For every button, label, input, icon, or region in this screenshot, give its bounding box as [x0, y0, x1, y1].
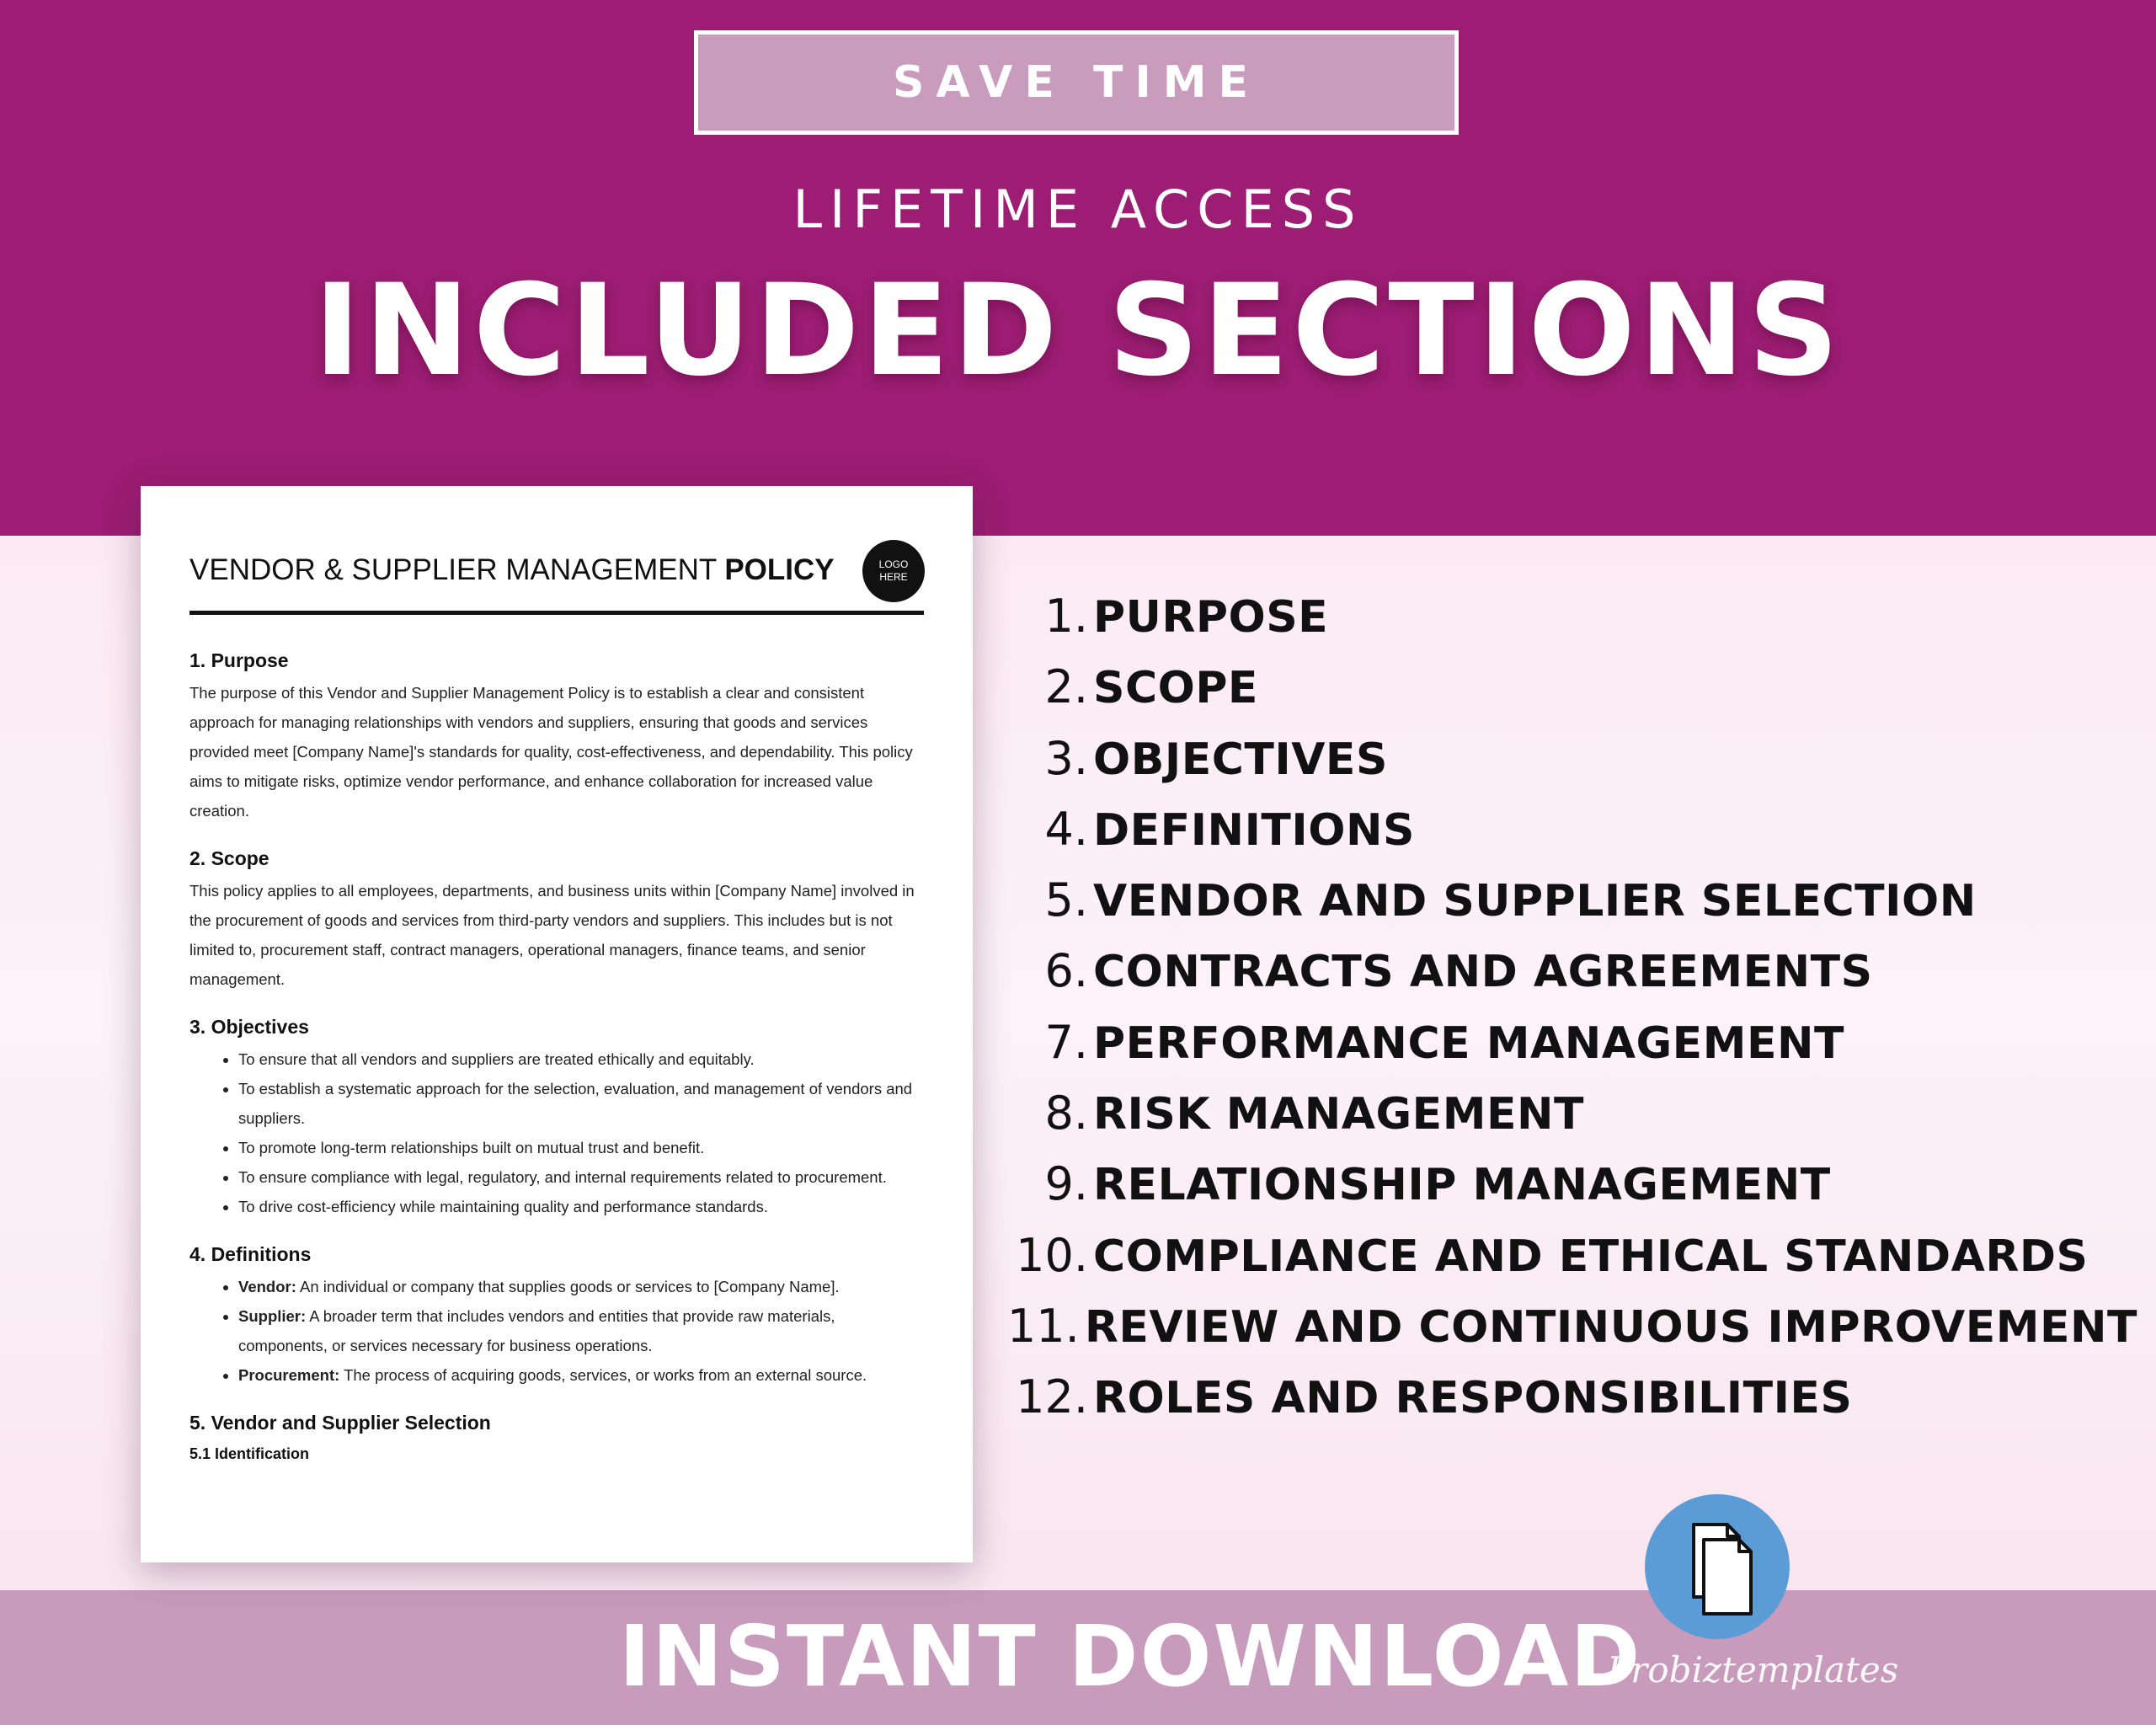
- documents-icon: [1645, 1494, 1790, 1639]
- section-label: DEFINITIONS: [1093, 804, 1415, 856]
- section-label: SCOPE: [1093, 663, 1258, 714]
- section-label: PERFORMANCE MANAGEMENT: [1093, 1017, 1844, 1069]
- section-item: [992, 873, 2137, 944]
- document-title: [189, 553, 835, 587]
- selection-subheading: 5.1 Identification: [189, 1445, 310, 1462]
- logo-placeholder-line2: HERE: [879, 571, 908, 583]
- section-item: [992, 660, 2137, 731]
- section-number: 11.: [1006, 1299, 1080, 1353]
- section-item: [992, 590, 2137, 660]
- objective-item: • To drive cost-efficiency while maintaining quality and performance standards.: [238, 1192, 924, 1221]
- section-item: [992, 1229, 2137, 1300]
- section-item: [992, 732, 2137, 803]
- brand-name: Probiztemplates: [1607, 1649, 1899, 1690]
- objectives-heading: 3. Objectives: [189, 1016, 309, 1038]
- document-title-regular: VENDOR & SUPPLIER MANAGEMENT: [189, 553, 725, 586]
- purpose-text: The purpose of this Vendor and Supplier Management Policy is to establish a clear and consistent approach for managing relationships with vendors and suppliers, ensuring that goods and services provided meet [Company Name]'s standards for quality, cost-effectiveness, and dependability. This policy aims to mitigate risks, optimize vendor performance, and enhance collaboration for increased value creation.: [189, 684, 913, 820]
- objective-item: • To establish a systematic approach for the selection, evaluation, and management of vendors and suppliers.: [238, 1074, 924, 1133]
- definitions-heading: 4. Definitions: [189, 1243, 312, 1265]
- title-divider: [189, 611, 924, 615]
- section-label: COMPLIANCE AND ETHICAL STANDARDS: [1093, 1231, 2089, 1282]
- objective-item: • To ensure that all vendors and suppliers are treated ethically and equitably.: [238, 1044, 924, 1074]
- section-item: [992, 1300, 2137, 1370]
- section-label: RELATIONSHIP MANAGEMENT: [1093, 1160, 1831, 1211]
- section-item: [992, 803, 2137, 873]
- lifetime-access-subtitle: LIFETIME ACCESS: [792, 179, 1364, 240]
- objective-item: • To promote long-term relationships built on mutual trust and benefit.: [238, 1133, 924, 1162]
- section-number: 10.: [1016, 1228, 1088, 1282]
- brand-logo: [1645, 1494, 1790, 1639]
- save-time-badge: [694, 30, 1459, 135]
- section-number: 8.: [1044, 1087, 1088, 1140]
- definition-text: A broader term that includes vendors and entities that provide raw materials, components, or services necessary for business operations.: [238, 1307, 835, 1354]
- section-label: OBJECTIVES: [1093, 734, 1388, 785]
- section-number: 5.: [1044, 873, 1088, 927]
- definition-item: [238, 1360, 924, 1390]
- save-time-text: SAVE TIME: [892, 57, 1261, 108]
- section-number: 1.: [1044, 590, 1088, 643]
- definition-item: [238, 1272, 924, 1301]
- page-headline: INCLUDED SECTIONS: [313, 258, 1843, 404]
- section-number: 7.: [1044, 1015, 1088, 1069]
- definition-term: Supplier:: [238, 1307, 307, 1325]
- document-title-bold: POLICY: [724, 553, 835, 586]
- section-item: [992, 1157, 2137, 1228]
- section-number: 12.: [1016, 1370, 1088, 1424]
- definition-term: Vendor:: [238, 1278, 296, 1295]
- section-label: ROLES AND RESPONSIBILITIES: [1093, 1373, 1853, 1424]
- purpose-heading: 1. Purpose: [189, 649, 289, 671]
- section-label: CONTRACTS AND AGREEMENTS: [1093, 947, 1873, 998]
- section-item: [992, 1016, 2137, 1087]
- definitions-list: [189, 1272, 924, 1390]
- section-label: REVIEW AND CONTINUOUS IMPROVEMENT: [1084, 1301, 2137, 1353]
- definition-item: [238, 1301, 924, 1360]
- logo-placeholder: [862, 540, 925, 602]
- section-number: 9.: [1044, 1157, 1088, 1211]
- instant-download-text: INSTANT DOWNLOAD: [619, 1607, 1642, 1706]
- section-number: 6.: [1044, 944, 1088, 998]
- section-label: VENDOR AND SUPPLIER SELECTION: [1093, 876, 1977, 927]
- included-sections-list: [992, 590, 2137, 1442]
- definition-text: The process of acquiring goods, services, or works from an external source.: [339, 1366, 867, 1384]
- scope-text: This policy applies to all employees, departments, and business units within [Company Name] involved in the procurement of goods and services from third-party vendors and suppliers. This includes but is not limited to, procurement staff, contract managers, operational managers, finance teams, and senior management.: [189, 882, 915, 988]
- section-item: [992, 1370, 2137, 1441]
- selection-heading: 5. Vendor and Supplier Selection: [189, 1412, 491, 1434]
- section-label: PURPOSE: [1093, 592, 1329, 643]
- objectives-list: [189, 1044, 924, 1221]
- document-preview: [141, 486, 973, 1562]
- section-number: 3.: [1044, 731, 1088, 785]
- definition-term: Procurement:: [238, 1366, 340, 1384]
- section-label: RISK MANAGEMENT: [1093, 1089, 1584, 1140]
- document-body: [189, 646, 924, 1467]
- section-item: [992, 1087, 2137, 1157]
- definition-text: An individual or company that supplies goods or services to [Company Name].: [296, 1278, 840, 1295]
- section-number: 4.: [1044, 802, 1088, 856]
- scope-heading: 2. Scope: [189, 847, 270, 869]
- logo-placeholder-line1: LOGO: [878, 558, 909, 570]
- section-number: 2.: [1044, 660, 1088, 714]
- section-item: [992, 944, 2137, 1015]
- objective-item: • To ensure compliance with legal, regulatory, and internal requirements related to procurement.: [238, 1162, 924, 1192]
